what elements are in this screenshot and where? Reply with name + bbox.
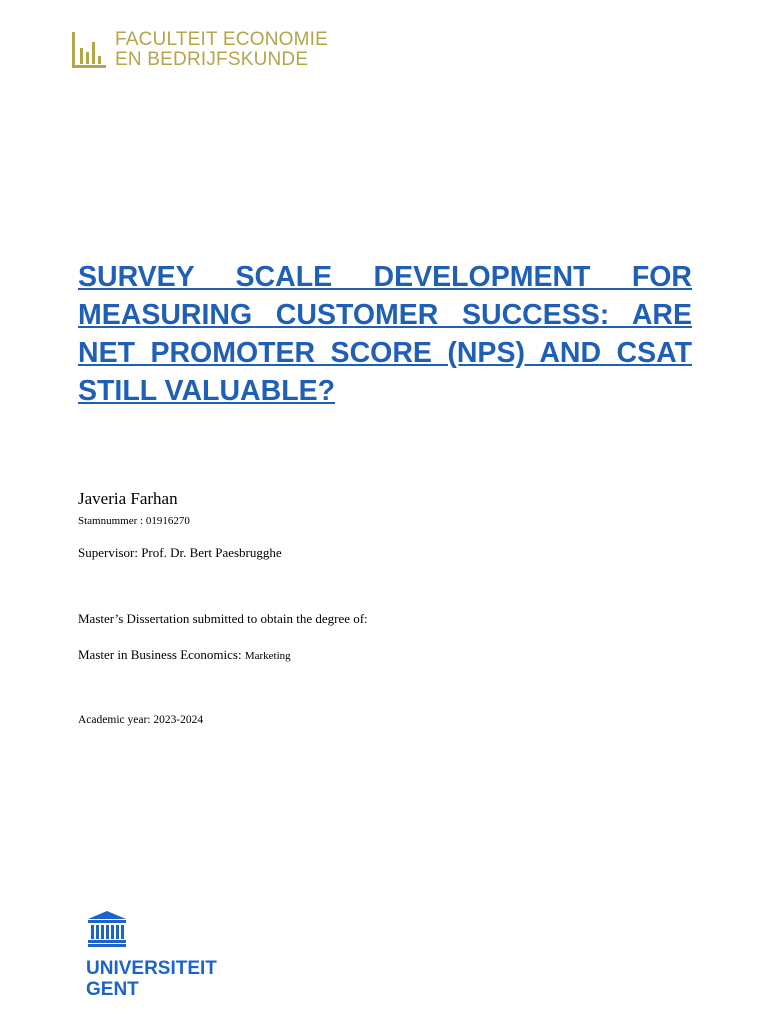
author-name: Javeria Farhan	[78, 489, 178, 508]
academic-year: Academic year: 2023-2024	[78, 714, 204, 726]
university-name	[86, 958, 217, 1000]
university-building-icon	[86, 910, 128, 948]
degree-name: Master in Business Economics:	[78, 647, 245, 662]
degree-specialization: Marketing	[244, 650, 291, 662]
supervisor: Supervisor: Prof. Dr. Bert Paesbrugghe	[78, 545, 282, 560]
bar-chart-logo-icon	[71, 30, 107, 70]
faculty-logo	[71, 30, 328, 70]
thesis-title: SURVEY SCALE DEVELOPMENT FOR MEASURING CUSTOMER SUCCESS: ARE NET PROMOTER SCORE (NPS) AND CSAT STILL VALUABLE?	[78, 261, 692, 407]
student-number: Stamnummer : 01916270	[78, 515, 190, 527]
university-name-line1: UNIVERSITEIT	[86, 958, 217, 979]
faculty-name-line1: FACULTEIT ECONOMIE	[115, 29, 328, 50]
university-logo	[86, 910, 217, 1000]
dissertation-statement: Master’s Dissertation submitted to obtain the degree of:	[78, 611, 368, 626]
degree	[78, 647, 291, 663]
faculty-name-line2: EN BEDRIJFSKUNDE	[115, 49, 309, 70]
faculty-name	[115, 30, 328, 70]
university-name-line2: GENT	[86, 979, 139, 1000]
